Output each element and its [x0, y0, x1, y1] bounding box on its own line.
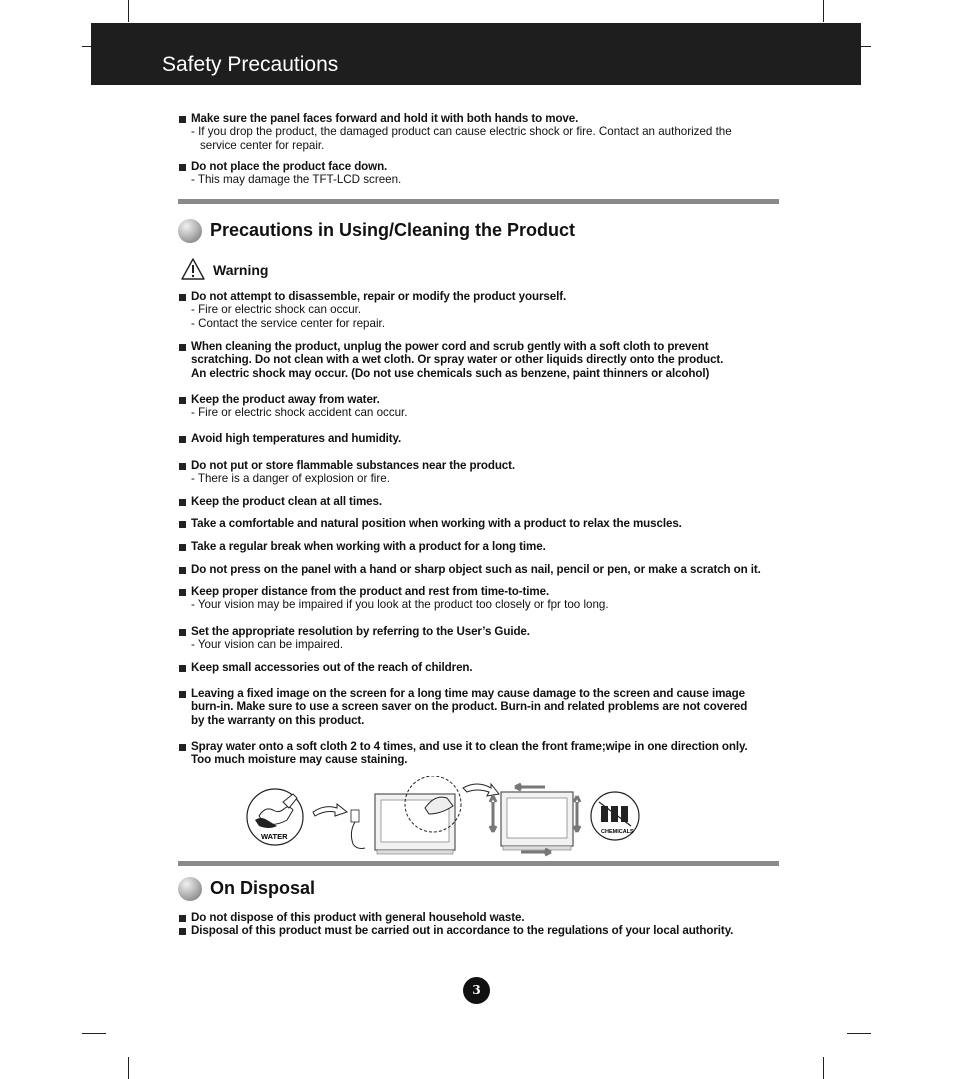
list-item: Take a comfortable and natural position when working with a product to relax the muscles. [191, 517, 682, 530]
list-item: Do not press on the panel with a hand or sharp object such as nail, pencil or pen, or make a scratch on it. [191, 563, 761, 576]
warning-label: Warning [213, 262, 269, 278]
bullet-icon [179, 629, 186, 636]
bullet-icon [179, 344, 186, 351]
water-label: WATER [261, 832, 288, 841]
list-item: Do not dispose of this product with general household waste. [191, 911, 524, 924]
list-item: Keep small accessories out of the reach of children. [191, 661, 473, 674]
crop-mark [128, 1057, 129, 1079]
bullet-icon [179, 436, 186, 443]
page-number: 3 [463, 977, 490, 1004]
list-item: Keep proper distance from the product and rest from time-to-time. - Your vision may be impaired if you look at the product too closely or fpr too long. [191, 585, 609, 612]
list-item: Take a regular break when working with a product for a long time. [191, 540, 546, 553]
section-bullet-icon [178, 877, 202, 901]
bullet-icon [179, 544, 186, 551]
bullet-icon [179, 691, 186, 698]
arrow-right-icon [463, 784, 499, 796]
bullet-icon [179, 567, 186, 574]
list-item: Leaving a fixed image on the screen for a long time may cause damage to the screen and cause image burn-in. Make sure to use a screen saver on the product. Burn-in and related problems are not covered by the warranty on this product. [191, 687, 747, 727]
wipe-arrow-icon [574, 796, 580, 832]
monitor-icon [501, 792, 573, 850]
section-bullet-icon [178, 219, 202, 243]
bullet-icon [179, 294, 186, 301]
list-item: When cleaning the product, unplug the power cord and scrub gently with a soft cloth to prevent scratching. Do not clean with a wet cloth. Or spray water or other liquids directly onto the product. An electric shock may occur. (Do not use chemicals such as benzene, paint thinners or alcohol) [191, 340, 723, 380]
bullet-icon [179, 499, 186, 506]
bullet-icon [179, 915, 186, 922]
bullet-icon [179, 397, 186, 404]
page-title: Safety Precautions [162, 53, 339, 76]
section-title: On Disposal [210, 878, 316, 898]
wipe-arrow-icon [515, 784, 545, 790]
list-item: Disposal of this product must be carried out in accordance to the regulations of your local authority. [191, 924, 733, 937]
bullet-icon [179, 116, 186, 123]
bullet-icon [179, 589, 186, 596]
list-item: Keep the product away from water. - Fire or electric shock accident can occur. [191, 393, 408, 420]
section-divider [178, 861, 779, 866]
plug-icon [351, 810, 365, 849]
list-item: Spray water onto a soft cloth 2 to 4 times, and use it to clean the front frame;wipe in one direction only. Too much moisture may cause staining. [191, 740, 748, 767]
bullet-icon [179, 164, 186, 171]
bullet-icon [179, 744, 186, 751]
section-title: Precautions in Using/Cleaning the Product [210, 220, 576, 240]
crop-mark [823, 1057, 824, 1079]
crop-mark [823, 0, 824, 22]
crop-mark [128, 0, 129, 22]
chemicals-label: CHEMICALS [601, 829, 634, 835]
list-item: Set the appropriate resolution by referring to the User’s Guide. - Your vision can be impaired. [191, 625, 530, 652]
cleaning-illustration [245, 776, 645, 858]
crop-mark [82, 1033, 106, 1034]
list-item: Avoid high temperatures and humidity. [191, 432, 401, 445]
bullet-icon [179, 928, 186, 935]
page-header [91, 23, 861, 85]
bullet-icon [179, 665, 186, 672]
section-divider [178, 199, 779, 204]
wipe-arrow-icon [490, 796, 496, 832]
list-item: Make sure the panel faces forward and hold it with both hands to move. - If you drop the product, the damaged product can cause electric shock or fire. Contact an authorized the service center for repair. [191, 112, 732, 152]
list-item: Do not attempt to disassemble, repair or modify the product yourself. - Fire or electric shock can occur. - Contact the service center for repair. [191, 290, 566, 330]
list-item: Do not place the product face down. - This may damage the TFT-LCD screen. [191, 160, 401, 187]
bullet-icon [179, 521, 186, 528]
warning-icon [181, 258, 205, 280]
crop-mark [847, 1033, 871, 1034]
bullet-icon [179, 463, 186, 470]
arrow-right-icon [313, 804, 347, 816]
list-item: Keep the product clean at all times. [191, 495, 382, 508]
list-item: Do not put or store flammable substances near the product. - There is a danger of explosion or fire. [191, 459, 515, 486]
